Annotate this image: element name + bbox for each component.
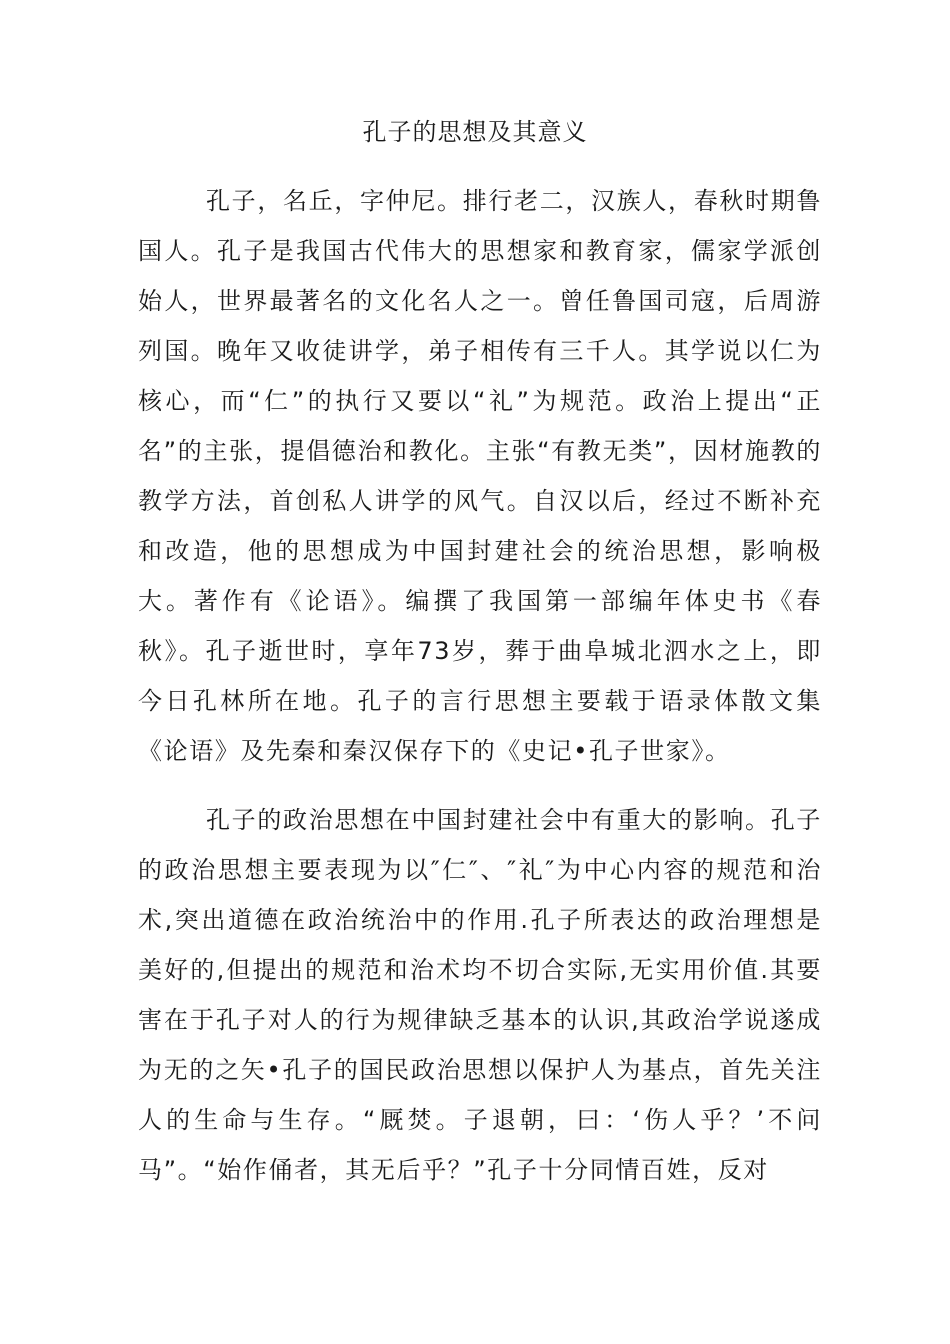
document-title: 孔子的思想及其意义 [362, 118, 588, 146]
paragraph-biography: 孔子，名丘，字仲尼。排行老二，汉族人，春秋时期鲁国人。孔子是我国古代伟大的思想家和教育家，儒家学派创始人，世界最著名的文化名人之一。曾任鲁国司寇，后周游列国。晚年又收徒讲学，弟子相传有三千人。其学说以仁为核心，而“仁”的执行又要以“礼”为规范。政治上提出“正名”的主张，提倡德治和教化。主张“有教无类”，因材施教的教学方法，首创私人讲学的风气。自汉以后，经过不断补充和改造，他的思想成为中国封建社会的统治思想，影响极大。著作有《论语》。编撰了我国第一部编年体史书《春秋》。孔子逝世时，享年73岁，葬于曲阜城北泗水之上，即今日孔林所在地。孔子的言行思想主要载于语录体散文集《论语》及先秦和秦汉保存下的《史记•孔子世家》。 [138, 187, 822, 765]
paragraph-political-thought: 孔子的政治思想在中国封建社会中有重大的影响。孔子的政治思想主要表现为以″仁″、″礼″为中心内容的规范和治术,突出道德在政治统治中的作用.孔子所表达的政治理想是美好的,但提出的规范和治术均不切合实际,无实用价值.其要害在于孔子对人的行为规律缺乏基本的认识,其政治学说遂成为无的之矢•孔子的国民政治思想以保护人为基点，首先关注人的生命与生存。“厩焚。子退朝，曰：‘伤人乎？’不问马”。“始作俑者，其无后乎？”孔子十分同情百姓，反对 [138, 806, 822, 1184]
